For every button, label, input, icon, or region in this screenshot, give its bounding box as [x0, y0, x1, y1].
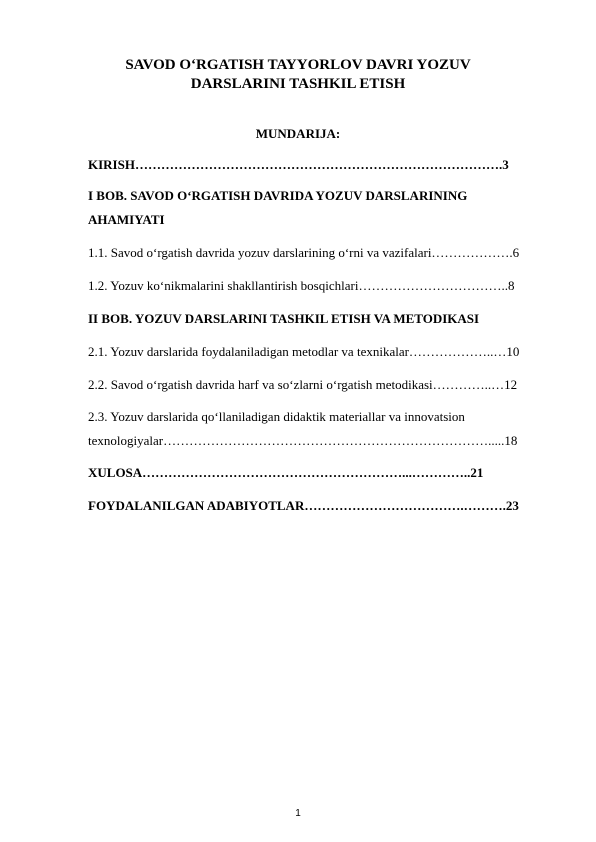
- toc-entry-adabiyotlar: FOYDALANILGAN ADABIYOTLAR……………………………….……….23: [88, 498, 519, 513]
- toc-heading: MUNDARIJA:: [255, 126, 341, 141]
- toc-entry-chapter-1: I BOB. SAVOD O‘RGATISH DAVRIDA YOZUV DARSLARINING: [88, 188, 468, 203]
- toc-entry-2-2: 2.2. Savod o‘rgatish davrida harf va so‘zlarni o‘rgatish metodikasi…………..…12: [88, 377, 518, 392]
- toc-entry-2-1: 2.1. Yozuv darslarida foydalaniladigan metodlar va texnikalar………………..…10: [88, 344, 520, 359]
- page-number: 1: [295, 808, 301, 819]
- toc-entry-chapter-1-cont: AHAMIYATI: [88, 212, 165, 227]
- toc-entry-kirish: KIRISH………………………………………………………………………….3: [88, 157, 509, 172]
- toc-entry-2-3-cont: texnologiyalar………………………………………………………………….....18: [88, 433, 518, 448]
- toc-entry-xulosa: XULOSA……………………………………………………...…………..21: [88, 465, 484, 480]
- toc-entry-1-1: 1.1. Savod o‘rgatish davrida yozuv darslarining o‘rni va vazifalari……………….6: [88, 245, 520, 260]
- toc-entry-1-2: 1.2. Yozuv ko‘nikmalarini shakllantirish bosqichlari……………………………..8: [88, 278, 515, 293]
- toc-entry-2-3: 2.3. Yozuv darslarida qo‘llaniladigan didaktik materiallar va innovatsion: [88, 409, 465, 424]
- title-line-1: SAVOD O‘RGATISH TAYYORLOV DAVRI YOZUV: [125, 57, 471, 73]
- document-title: [60, 56, 536, 94]
- toc-entry-chapter-2: II BOB. YOZUV DARSLARINI TASHKIL ETISH VA METODIKASI: [88, 311, 480, 326]
- title-line-2: DARSLARINI TASHKIL ETISH: [190, 76, 406, 92]
